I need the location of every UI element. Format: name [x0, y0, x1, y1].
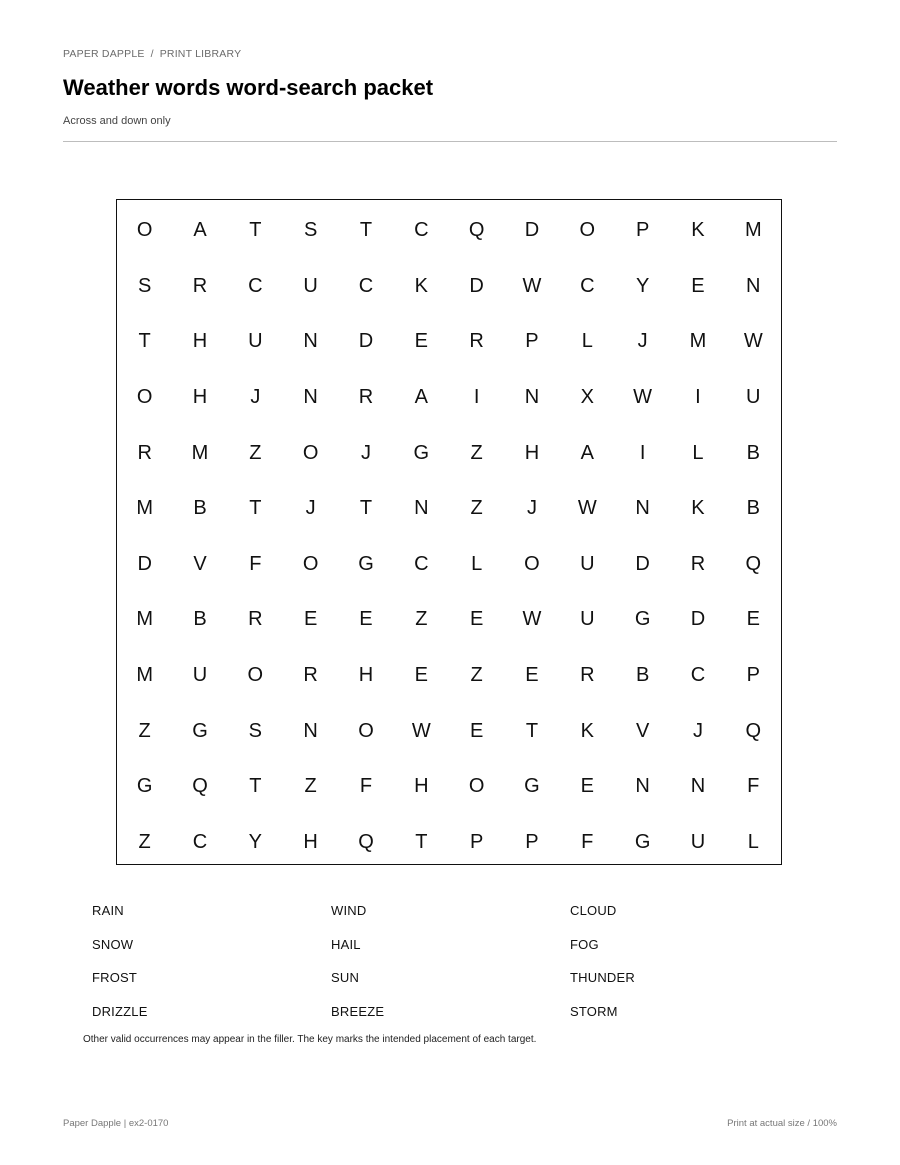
grid-cell: T — [359, 497, 373, 520]
grid-cell: E — [414, 330, 428, 353]
grid-cell: J — [250, 386, 261, 409]
grid-cell: R — [690, 552, 706, 575]
grid-row — [117, 203, 781, 259]
grid-cell: H — [414, 775, 429, 798]
grid-cell: X — [580, 386, 594, 409]
grid-cell: C — [192, 830, 208, 853]
page-title: Weather words word-search packet — [63, 75, 434, 100]
grid-cell: E — [469, 719, 484, 742]
grid-cell: J — [637, 330, 648, 353]
grid-cell: Y — [248, 830, 262, 853]
grid-cell: M — [744, 219, 762, 242]
grid-cell: L — [581, 330, 593, 353]
grid-cell: T — [249, 497, 262, 520]
word-list-item: RAIN — [92, 903, 124, 918]
grid-cell: R — [248, 608, 263, 631]
grid-cell: M — [136, 497, 153, 520]
grid-cell: Q — [192, 775, 208, 798]
grid-cell: U — [580, 552, 595, 575]
grid-cell: G — [358, 552, 374, 575]
grid-cell: O — [468, 775, 485, 798]
grid-cell: T — [249, 775, 262, 798]
grid-cell: H — [303, 830, 318, 853]
grid-cell: O — [302, 552, 319, 575]
grid-cell: Z — [138, 830, 151, 853]
grid-cell: O — [358, 719, 374, 742]
grid-cell: D — [690, 608, 706, 631]
grid-row — [117, 759, 781, 815]
grid-cell: F — [249, 552, 262, 575]
grid-cell: O — [247, 664, 264, 687]
grid-cell: Q — [745, 719, 762, 742]
grid-cell: K — [691, 497, 705, 520]
grid-cell: U — [690, 830, 706, 853]
grid-cell: T — [138, 330, 151, 353]
grid-cell: Y — [635, 274, 650, 297]
grid-cell: D — [524, 219, 540, 242]
grid-cell: B — [746, 441, 760, 464]
grid-cell: S — [303, 219, 318, 242]
grid-cell: W — [577, 497, 597, 520]
grid-cell: W — [411, 719, 431, 742]
grid-cell: I — [639, 441, 646, 464]
grid-cell: O — [524, 552, 540, 575]
grid-cell: G — [634, 608, 651, 631]
word-list-item: DRIZZLE — [92, 1003, 148, 1019]
grid-cell: H — [192, 330, 208, 353]
breadcrumb-brand: PAPER DAPPLE — [63, 48, 145, 60]
grid-row — [117, 314, 781, 370]
grid-cell: E — [691, 274, 705, 297]
grid-cell: C — [414, 219, 429, 242]
grid-cell: Z — [138, 719, 151, 742]
grid-cell: T — [249, 219, 262, 242]
grid-cell: V — [193, 552, 207, 575]
grid-cell: H — [192, 386, 208, 409]
grid-row — [117, 259, 781, 315]
grid-cell: B — [746, 497, 760, 520]
grid-cell: N — [635, 775, 650, 798]
grid-cell: N — [524, 386, 540, 409]
grid-cell: G — [634, 830, 651, 853]
grid-cell: E — [580, 775, 594, 798]
grid-cell: B — [193, 497, 207, 520]
grid-cell: N — [303, 330, 318, 353]
grid-cell: C — [358, 274, 374, 297]
grid-cell: M — [689, 330, 707, 353]
footer-id: Paper Dapple | ex2-0170 — [63, 1118, 169, 1129]
grid-cell: R — [303, 664, 318, 687]
word-list — [92, 903, 812, 1037]
grid-cell: Z — [415, 608, 428, 631]
grid-cell: O — [136, 219, 153, 242]
grid-cell: Z — [249, 441, 262, 464]
grid-cell: K — [580, 719, 594, 742]
grid-cell: J — [692, 719, 703, 742]
grid-cell: R — [192, 274, 208, 297]
grid-cell: O — [302, 441, 319, 464]
grid-cell: F — [581, 830, 594, 853]
grid-cell: Z — [470, 497, 483, 520]
grid-row — [117, 648, 781, 704]
grid-cell: N — [746, 274, 761, 297]
grid-cell: E — [359, 608, 373, 631]
grid-cell: I — [695, 386, 701, 409]
grid-cell: V — [635, 719, 650, 742]
grid-cell: C — [690, 664, 706, 687]
word-list-item: STORM — [570, 1003, 618, 1019]
grid-cell: B — [193, 608, 207, 631]
grid-cell: J — [526, 497, 537, 520]
grid-cell: H — [358, 664, 374, 687]
grid-cell: N — [690, 775, 706, 798]
grid-cell: E — [414, 664, 428, 687]
grid-cell: N — [635, 497, 650, 520]
grid-cell: W — [743, 330, 763, 353]
word-list-item: SUN — [331, 970, 360, 985]
grid-cell: L — [747, 830, 759, 853]
grid-cell: T — [415, 830, 428, 853]
grid-cell: P — [525, 830, 539, 853]
breadcrumb-section: PRINT LIBRARY — [159, 48, 242, 60]
word-list-item: SNOW — [92, 936, 134, 952]
grid-cell: G — [524, 775, 540, 798]
grid-cell: Q — [468, 219, 485, 242]
grid-cell: A — [193, 219, 207, 242]
grid-cell: I — [473, 386, 480, 409]
grid-cell: R — [469, 330, 484, 353]
grid-cell: U — [303, 274, 318, 297]
breadcrumb-separator: / — [150, 48, 154, 60]
grid-cell: M — [136, 664, 153, 687]
grid-cell: O — [579, 219, 596, 242]
grid-cell: E — [303, 608, 318, 631]
grid-cell: C — [580, 274, 595, 297]
page-subtitle: Across and down only — [63, 115, 171, 127]
word-list-item: FOG — [570, 936, 599, 952]
grid-cell: Z — [304, 775, 317, 798]
grid-row — [117, 481, 781, 537]
grid-cell: D — [635, 552, 650, 575]
grid-row — [117, 370, 781, 426]
grid-row — [117, 703, 781, 759]
grid-cell: R — [580, 664, 595, 687]
grid-cell: Q — [358, 830, 374, 853]
breadcrumb — [63, 48, 241, 60]
grid-cell: J — [360, 441, 371, 464]
grid-cell: R — [358, 386, 374, 409]
grid-cell: C — [248, 274, 263, 297]
grid-row — [117, 425, 781, 481]
grid-cell: K — [691, 219, 705, 242]
grid-cell: T — [359, 219, 373, 242]
grid-cell: F — [359, 775, 373, 798]
grid-cell: B — [635, 664, 650, 687]
grid-cell: C — [414, 552, 429, 575]
word-search-grid — [116, 199, 782, 865]
grid-cell: Z — [470, 664, 483, 687]
grid-cell: W — [522, 608, 542, 631]
grid-cell: U — [746, 386, 761, 409]
grid-cell: L — [471, 552, 483, 575]
grid-cell: F — [747, 775, 760, 798]
grid-cell: J — [305, 497, 316, 520]
grid-cell: U — [580, 608, 595, 631]
grid-cell: W — [522, 274, 542, 297]
grid-cell: A — [414, 386, 428, 409]
word-list-item: FROST — [92, 970, 138, 985]
grid-cell: D — [469, 274, 484, 297]
grid-cell: U — [192, 664, 208, 687]
word-list-item: HAIL — [331, 936, 361, 952]
grid-row — [117, 537, 781, 593]
grid-cell: P — [746, 664, 760, 687]
grid-row — [117, 592, 781, 648]
grid-cell: U — [248, 330, 263, 353]
grid-cell: E — [746, 608, 760, 631]
grid-cell: K — [414, 274, 428, 297]
grid-cell: D — [137, 552, 152, 575]
puzzle-note: Other valid occurrences may appear in the filler. The key marks the intended placement of each target. — [83, 1034, 537, 1045]
grid-cell: S — [137, 274, 152, 297]
grid-cell: M — [191, 441, 209, 464]
grid-cell: P — [635, 219, 650, 242]
footer-print-note: Print at actual size / 100% — [727, 1118, 837, 1129]
grid-cell: R — [137, 441, 152, 464]
grid-cell: G — [192, 719, 208, 742]
grid-cell: T — [525, 719, 539, 742]
grid-cell: N — [303, 386, 318, 409]
grid-cell: S — [248, 719, 262, 742]
grid-cell: N — [414, 497, 429, 520]
grid-cell: D — [358, 330, 374, 353]
grid-cell: L — [692, 441, 704, 464]
grid-cell: W — [633, 386, 653, 409]
grid-cell: G — [413, 441, 430, 464]
grid-cell: H — [524, 441, 540, 464]
grid-cell: Q — [745, 552, 762, 575]
word-list-item: THUNDER — [570, 970, 635, 985]
grid-cell: G — [136, 775, 153, 798]
grid-cell: Z — [470, 441, 483, 464]
grid-cell: E — [525, 664, 539, 687]
grid-cell: P — [469, 830, 484, 853]
word-list-item: BREEZE — [331, 1003, 385, 1019]
grid-cell: M — [136, 608, 153, 631]
word-list-item: WIND — [331, 903, 367, 918]
grid-cell: N — [303, 719, 318, 742]
word-list-item: CLOUD — [570, 903, 617, 918]
grid-cell: A — [580, 441, 594, 464]
grid-cell: P — [525, 330, 539, 353]
grid-row — [117, 815, 781, 871]
grid-cell: E — [469, 608, 484, 631]
header-divider — [63, 141, 837, 142]
grid-cell: O — [136, 386, 153, 409]
